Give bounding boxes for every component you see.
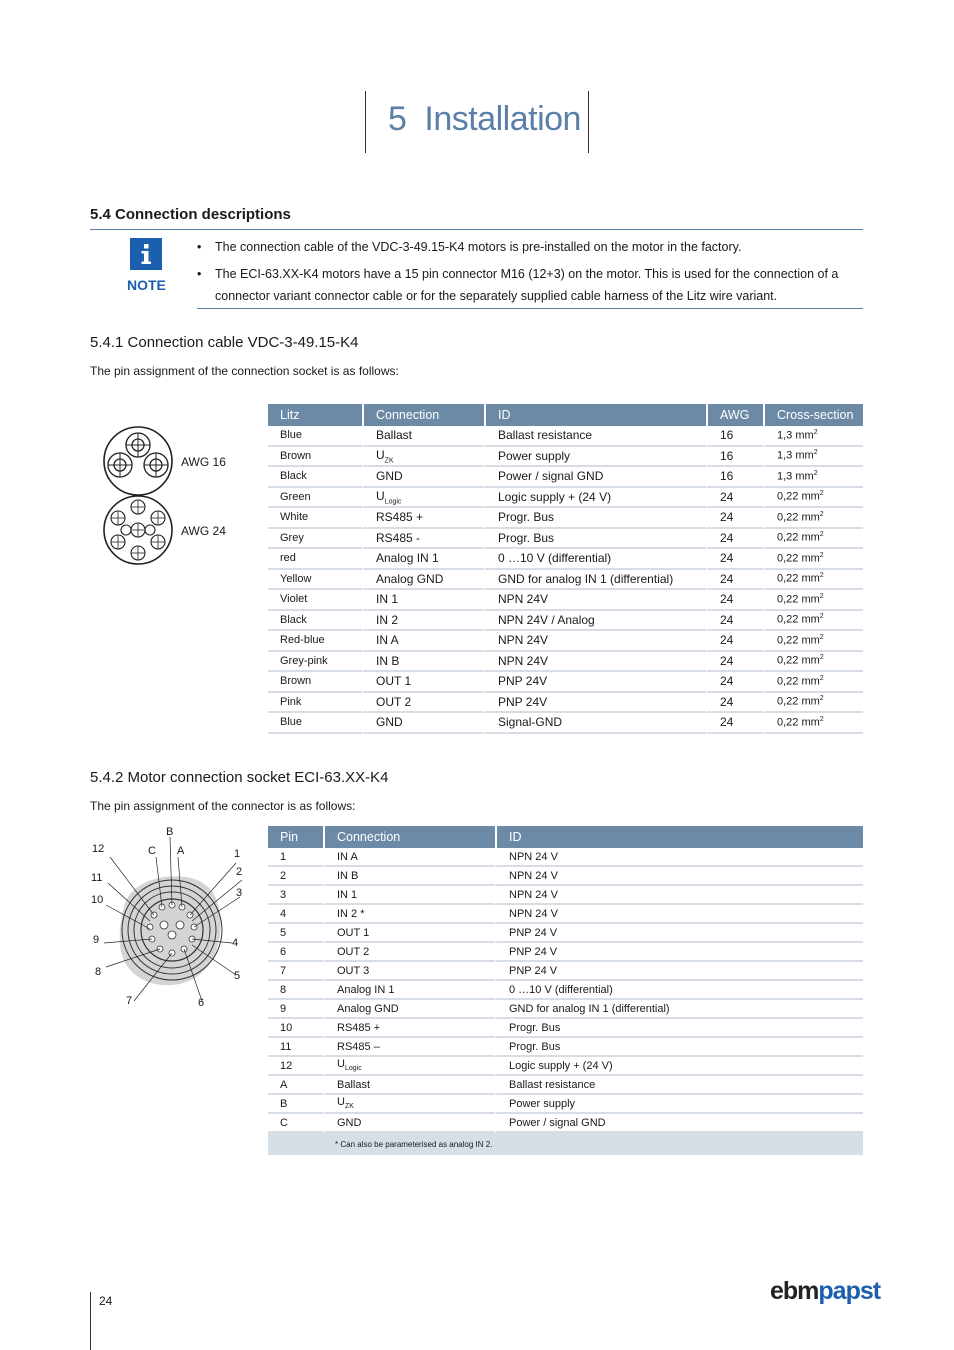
connection-cell [323,1057,495,1076]
cross-section-text: 1,3 mm [777,429,814,442]
connection-cell [323,1095,495,1114]
connection-subscript: Logic [384,497,402,505]
pin-label-6: 6 [198,997,205,1009]
pin-cell: A [268,1076,323,1095]
table-header-row [268,826,863,848]
cable-cross-section-diagram [100,425,180,570]
cross-section-cell [763,693,863,714]
connection-text: IN A [376,633,399,648]
pin-label-10: 10 [91,894,104,906]
cross-section-superscript: 2 [819,674,824,682]
awg-cell: 16 [706,467,763,488]
section-rule [90,229,863,230]
id-cell: NPN 24 V [495,886,863,905]
cross-section-cell [763,672,863,693]
column-header-connection: Connection [323,826,495,848]
column-header-id: ID [495,826,863,848]
connection-cell [362,426,484,447]
table-row [268,943,863,962]
connection-cell [323,1076,495,1095]
cross-section-text: 0,22 mm [777,716,820,729]
id-cell: NPN 24V / Analog [484,611,706,632]
connection-cell [362,590,484,611]
table-row [268,447,863,468]
pin-cell: 8 [268,981,323,1000]
connection-text: RS485 - [376,530,421,545]
connection-cell [323,886,495,905]
note-bottom-rule [197,308,863,309]
litz-cell: Brown [268,672,362,693]
connection-text: Analog GND [337,1002,399,1015]
pin-cell: 10 [268,1019,323,1038]
id-cell: PNP 24 V [495,943,863,962]
pin-cell: 7 [268,962,323,981]
column-header-id: ID [484,404,706,426]
connection-cell [323,1019,495,1038]
cross-section-cell [763,652,863,673]
cross-section-cell [763,549,863,570]
connection-text: OUT 2 [376,694,412,709]
connection-text: U [337,1058,345,1071]
table-row [268,611,863,632]
id-cell: GND for analog IN 1 (differential) [495,1000,863,1019]
table-row [268,886,863,905]
id-cell: Power supply [495,1095,863,1114]
cross-section-superscript: 2 [819,572,824,580]
table-row [268,570,863,591]
pin-label-12: 12 [92,843,105,855]
id-cell: 0 …10 V (differential) [495,981,863,1000]
cross-section-superscript: 2 [819,695,824,703]
connection-text: RS485 + [337,1021,381,1034]
table-row [268,693,863,714]
chapter-title: 5 Installation [388,100,581,138]
header-divider-left [365,91,366,153]
socket-pin-table [268,826,863,1155]
connection-subscript: Logic [344,1065,362,1073]
connector-pinout-diagram [88,825,258,1015]
id-cell: NPN 24V [484,590,706,611]
cross-section-text: 0,22 mm [777,532,820,545]
table-row [268,467,863,488]
cross-section-text: 0,22 mm [777,675,820,688]
table-row [268,549,863,570]
litz-cell: Yellow [268,570,362,591]
pin-label-a: A [177,845,185,857]
awg-cell: 24 [706,611,763,632]
footer-divider [90,1292,91,1350]
pin-cell: 5 [268,924,323,943]
connection-text: GND [376,715,403,730]
connection-cell [323,848,495,867]
cross-section-text: 0,22 mm [777,634,820,647]
pin-cell: 3 [268,886,323,905]
table-row [268,848,863,867]
awg16-label: AWG 16 [181,455,226,469]
pin-label-7: 7 [126,995,133,1007]
connection-cell [323,981,495,1000]
connection-cell [362,467,484,488]
connection-cell [362,713,484,734]
awg-cell: 16 [706,426,763,447]
awg24-label: AWG 24 [181,524,226,538]
connection-cell [362,447,484,468]
awg-cell: 16 [706,447,763,468]
intro-text-cable: The pin assignment of the connection socket is as follows: [90,364,399,378]
cross-section-text: 1,3 mm [777,470,814,483]
awg-cell: 24 [706,672,763,693]
litz-cell: Red-blue [268,631,362,652]
connection-text: U [376,447,385,462]
pin-cell: 2 [268,867,323,886]
id-cell: Ballast resistance [484,426,706,447]
cross-section-cell [763,631,863,652]
connection-text: GND [337,1116,362,1129]
connection-cell [362,631,484,652]
id-cell: Progr. Bus [495,1019,863,1038]
cross-section-text: 0,22 mm [777,491,820,504]
table-row [268,962,863,981]
cross-section-cell [763,447,863,468]
awg-cell: 24 [706,508,763,529]
pin-label-9: 9 [93,934,100,946]
cross-section-superscript: 2 [813,449,818,457]
connection-cell [362,652,484,673]
connection-text: IN B [337,869,359,882]
cross-section-cell [763,611,863,632]
connection-text: RS485 – [337,1040,380,1053]
id-cell: Power / signal GND [495,1114,863,1133]
cross-section-text: 0,22 mm [777,511,820,524]
connection-text: IN 1 [376,592,399,607]
table-row [268,652,863,673]
id-cell: GND for analog IN 1 (differential) [484,570,706,591]
connection-text: OUT 1 [337,926,370,939]
connection-cell [362,611,484,632]
connection-text: U [337,1096,345,1109]
subsection-title-cable: 5.4.1 Connection cable VDC-3-49.15-K4 [90,334,359,351]
connection-cell [323,924,495,943]
page-number: 24 [99,1294,113,1308]
table-row [268,1057,863,1076]
litz-cell: Green [268,488,362,509]
table-row [268,672,863,693]
awg-cell: 24 [706,631,763,652]
id-cell: Logic supply + (24 V) [495,1057,863,1076]
connection-text: OUT 3 [337,964,370,977]
cross-section-text: 0,22 mm [777,552,820,565]
id-cell: Logic supply + (24 V) [484,488,706,509]
cross-section-superscript: 2 [819,510,824,518]
cross-section-cell [763,590,863,611]
pin-cell: C [268,1114,323,1133]
pin-label-b: B [166,826,174,838]
cross-section-superscript: 2 [819,490,824,498]
connection-text: Ballast [337,1078,371,1091]
connection-cell [362,508,484,529]
connection-text: IN B [376,653,400,668]
litz-cell: Pink [268,693,362,714]
pin-cell: 9 [268,1000,323,1019]
id-cell: PNP 24 V [495,924,863,943]
litz-cell: Black [268,467,362,488]
connection-text: U [376,488,385,503]
cross-section-cell [763,426,863,447]
connection-cell [323,1038,495,1057]
cable-pin-table [268,404,863,734]
cross-section-superscript: 2 [819,633,824,641]
table-row [268,488,863,509]
table-row [268,426,863,447]
cross-section-cell [763,529,863,550]
list-item: • The connection cable of the VDC-3-49.15-K4 motors is pre-installed on the motor in the factory. [197,240,742,254]
note-label: NOTE [127,277,166,293]
table-header-row [268,404,863,426]
table-footnote: * Can also be parameterised as analog IN 2. [323,1133,863,1155]
id-cell: 0 …10 V (differential) [484,549,706,570]
cross-section-text: 0,22 mm [777,614,820,627]
cross-section-superscript: 2 [819,592,824,600]
table-row [268,1114,863,1133]
id-cell: NPN 24V [484,631,706,652]
pin-label-4: 4 [232,937,239,949]
awg-cell: 24 [706,488,763,509]
connection-cell [323,962,495,981]
cross-section-text: 0,22 mm [777,593,820,606]
litz-cell: Grey [268,529,362,550]
cross-section-text: 0,22 mm [777,655,820,668]
table-row [268,867,863,886]
cross-section-superscript: 2 [813,428,818,436]
connection-cell [362,488,484,509]
table-row [268,508,863,529]
connection-text: Analog IN 1 [376,551,439,566]
litz-cell: White [268,508,362,529]
info-icon [130,238,162,270]
id-cell: NPN 24V [484,652,706,673]
connection-text: Analog IN 1 [337,983,395,996]
table-row [268,905,863,924]
connection-text: IN A [337,850,358,863]
cross-section-superscript: 2 [819,654,824,662]
connection-text: GND [376,469,403,484]
table-row [268,631,863,652]
pin-label-c: C [148,845,156,857]
id-cell: Progr. Bus [495,1038,863,1057]
section-title: 5.4 Connection descriptions [90,206,291,223]
litz-cell: red [268,549,362,570]
cross-section-text: 0,22 mm [777,696,820,709]
pin-label-3: 3 [236,887,243,899]
table-row [268,1000,863,1019]
cross-section-superscript: 2 [813,469,818,477]
column-header-cross-section: Cross-section [763,404,863,426]
list-item: • The ECI-63.XX-K4 motors have a 15 pin connector M16 (12+3) on the motor. This is used for the connection of a connector variant connector cable or for the separately supplied cable harness of the Litz wire variant. [197,267,839,303]
cross-section-superscript: 2 [819,613,824,621]
connection-cell [362,570,484,591]
column-header-litz: Litz [268,404,362,426]
pin-label-8: 8 [95,966,102,978]
connection-subscript: ZK [344,1103,354,1111]
connection-cell [323,905,495,924]
pin-label-5: 5 [234,970,241,982]
table-row [268,529,863,550]
header-divider-right [588,91,589,153]
litz-cell: Grey-pink [268,652,362,673]
ebmpapst-logo: ebmpapst [770,1277,881,1305]
pin-cell: 6 [268,943,323,962]
id-cell: NPN 24 V [495,867,863,886]
awg-cell: 24 [706,549,763,570]
id-cell: NPN 24 V [495,905,863,924]
litz-cell: Blue [268,426,362,447]
pin-cell: 4 [268,905,323,924]
connection-cell [362,529,484,550]
pin-cell: 1 [268,848,323,867]
table-row [268,1038,863,1057]
connection-cell [362,549,484,570]
connection-cell [323,867,495,886]
id-cell: Power supply [484,447,706,468]
cross-section-cell [763,488,863,509]
awg-cell: 24 [706,590,763,611]
id-cell: Power / signal GND [484,467,706,488]
cross-section-superscript: 2 [819,715,824,723]
pin-label-11: 11 [91,872,103,884]
id-cell: PNP 24V [484,672,706,693]
cross-section-cell [763,713,863,734]
connection-text: IN 2 [376,612,399,627]
table-footnote-row [268,1133,863,1155]
connection-cell [323,1000,495,1019]
litz-cell: Black [268,611,362,632]
cross-section-text: 0,22 mm [777,573,820,586]
pin-cell: B [268,1095,323,1114]
connection-text: OUT 1 [376,674,412,689]
id-cell: Progr. Bus [484,529,706,550]
connection-subscript: ZK [384,456,394,464]
connection-text: Analog GND [376,571,444,586]
connection-cell [323,943,495,962]
table-row [268,924,863,943]
table-row [268,713,863,734]
awg-cell: 24 [706,693,763,714]
litz-cell: Blue [268,713,362,734]
id-cell: Signal-GND [484,713,706,734]
connection-cell [362,693,484,714]
pin-label-2: 2 [236,866,243,878]
pin-label-1: 1 [234,848,241,860]
table-row [268,1076,863,1095]
column-header-pin: Pin [268,826,323,848]
cross-section-cell [763,467,863,488]
cross-section-cell [763,508,863,529]
connection-cell [323,1114,495,1133]
cross-section-text: 1,3 mm [777,450,814,463]
awg-cell: 24 [706,570,763,591]
table-row [268,1019,863,1038]
cross-section-cell [763,570,863,591]
table-row [268,981,863,1000]
connection-text: IN 1 [337,888,358,901]
awg-cell: 24 [706,529,763,550]
pin-cell: 11 [268,1038,323,1057]
cross-section-superscript: 2 [819,531,824,539]
connection-text: RS485 + [376,510,424,525]
subsection-title-socket: 5.4.2 Motor connection socket ECI-63.XX-K4 [90,769,389,786]
id-cell: PNP 24V [484,693,706,714]
intro-text-socket: The pin assignment of the connector is as follows: [90,799,356,813]
connection-cell [362,672,484,693]
table-row [268,590,863,611]
column-header-connection: Connection [362,404,484,426]
cross-section-superscript: 2 [819,551,824,559]
awg-cell: 24 [706,652,763,673]
litz-cell: Violet [268,590,362,611]
connection-text: OUT 2 [337,945,370,958]
connection-text: IN 2 * [337,907,365,920]
id-cell: NPN 24 V [495,848,863,867]
column-header-awg: AWG [706,404,763,426]
id-cell: Ballast resistance [495,1076,863,1095]
pin-cell: 12 [268,1057,323,1076]
id-cell: PNP 24 V [495,962,863,981]
id-cell: Progr. Bus [484,508,706,529]
litz-cell: Brown [268,447,362,468]
note-bullets [197,236,857,312]
awg-cell: 24 [706,713,763,734]
table-row [268,1095,863,1114]
connection-text: Ballast [376,428,413,443]
